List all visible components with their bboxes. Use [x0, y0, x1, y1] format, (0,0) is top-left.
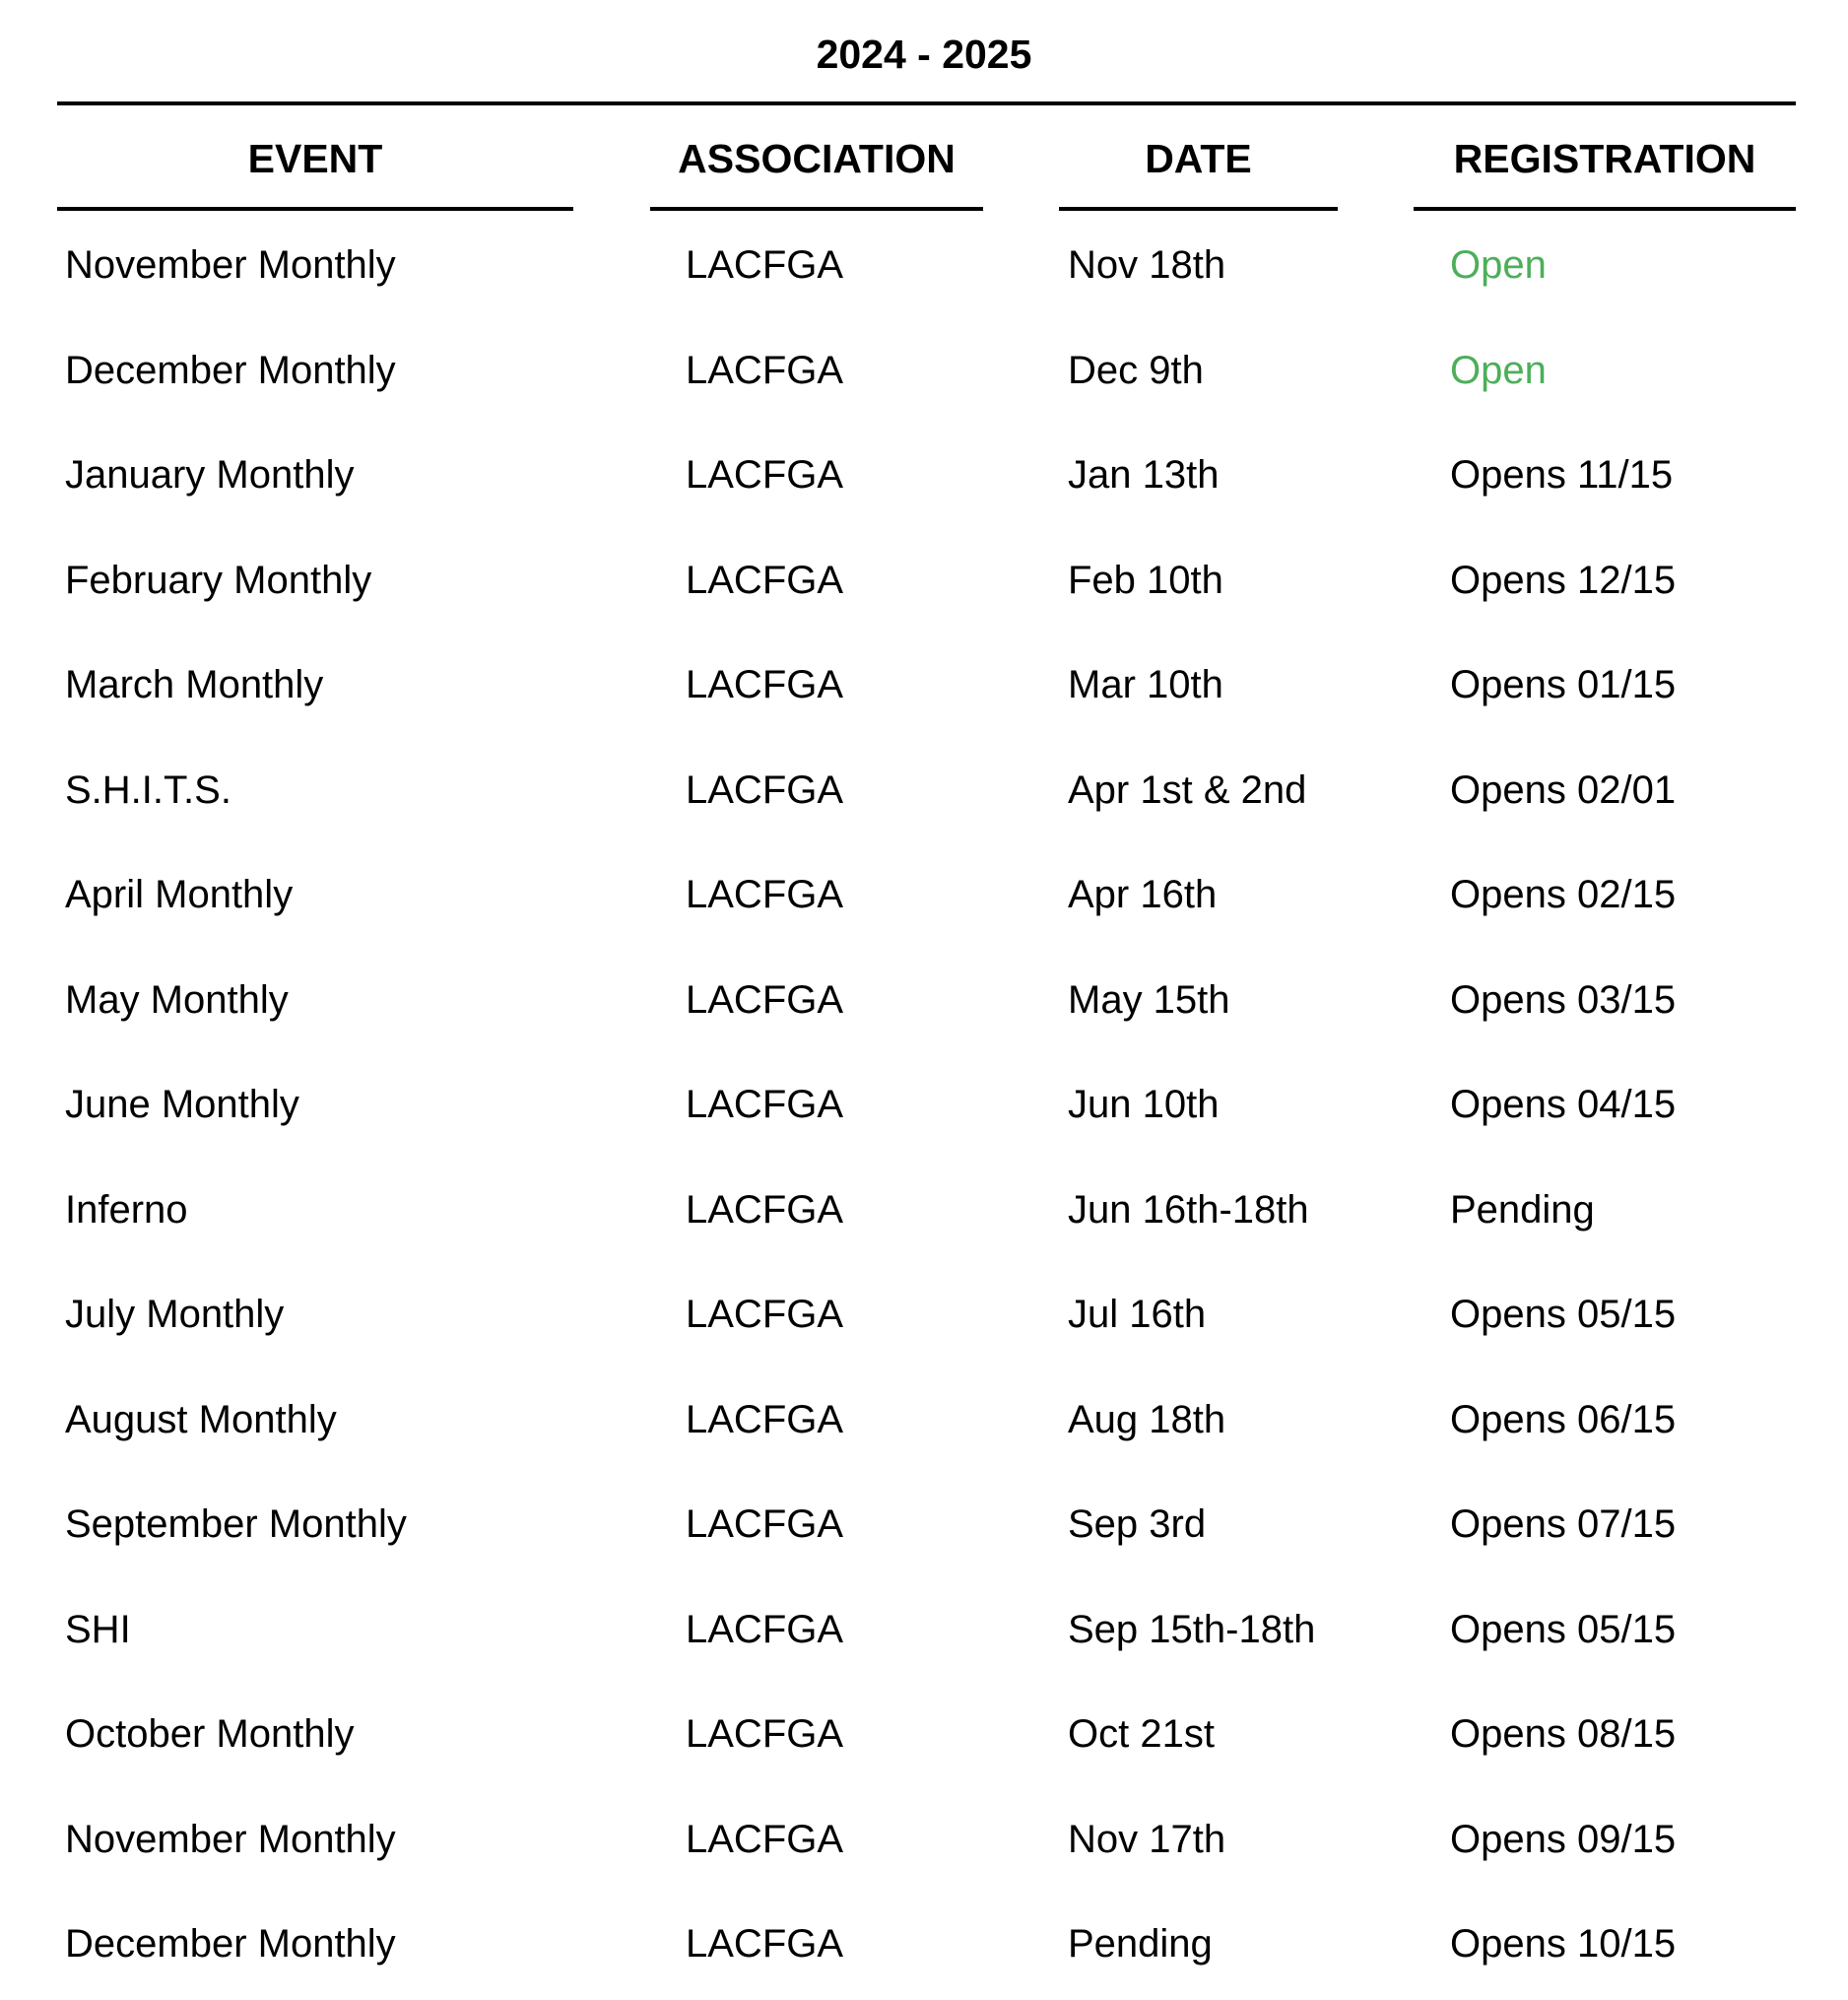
association-header-underline — [650, 207, 983, 211]
table-row — [0, 213, 1848, 317]
date-cell: Oct 21st — [1068, 1712, 1215, 1756]
registration-cell: Opens 07/15 — [1450, 1502, 1677, 1546]
registration-cell: Opens 01/15 — [1450, 663, 1677, 706]
table-row — [0, 1158, 1848, 1262]
registration-cell: Opens 03/15 — [1450, 977, 1677, 1022]
column-header-event: EVENT — [247, 136, 383, 181]
association-cell: LACFGA — [686, 1293, 844, 1336]
table-row — [0, 1367, 1848, 1472]
registration-cell: Opens 11/15 — [1450, 453, 1674, 497]
event-cell: February Monthly — [65, 558, 372, 602]
date-cell: Nov 18th — [1068, 243, 1226, 287]
event-cell: Inferno — [65, 1187, 188, 1232]
date-cell: Jul 16th — [1068, 1293, 1207, 1336]
event-cell: December Monthly — [65, 348, 396, 392]
table-row — [0, 1787, 1848, 1892]
registration-cell: Opens 02/15 — [1450, 873, 1677, 916]
association-cell: LACFGA — [686, 243, 844, 287]
event-cell: June Monthly — [65, 1083, 299, 1126]
date-cell: Jun 10th — [1068, 1083, 1220, 1126]
date-header-underline — [1059, 207, 1338, 211]
registration-header-underline — [1414, 207, 1796, 211]
event-cell: August Monthly — [65, 1397, 337, 1441]
registration-cell: Opens 02/01 — [1450, 767, 1677, 812]
event-cell: December Monthly — [65, 1922, 396, 1966]
event-cell: March Monthly — [65, 663, 324, 706]
date-cell: Pending — [1068, 1922, 1213, 1966]
date-cell: Nov 17th — [1068, 1817, 1226, 1861]
event-cell: July Monthly — [65, 1293, 285, 1336]
event-cell: SHI — [65, 1607, 131, 1651]
date-cell: Dec 9th — [1068, 348, 1204, 392]
registration-cell: Opens 05/15 — [1450, 1293, 1677, 1336]
date-cell: Apr 1st & 2nd — [1068, 767, 1307, 812]
registration-cell: Open — [1450, 348, 1547, 392]
event-cell: September Monthly — [65, 1502, 407, 1546]
association-cell: LACFGA — [686, 348, 844, 392]
association-cell: LACFGA — [686, 1712, 844, 1756]
registration-cell: Opens 05/15 — [1450, 1607, 1677, 1651]
table-row — [0, 1052, 1848, 1157]
event-cell: November Monthly — [65, 243, 396, 287]
table-row — [0, 948, 1848, 1052]
table-row — [0, 1577, 1848, 1682]
table-row — [0, 1262, 1848, 1367]
date-cell: Jun 16th-18th — [1068, 1187, 1309, 1232]
association-cell: LACFGA — [686, 767, 844, 812]
table-row — [0, 423, 1848, 527]
event-cell: S.H.I.T.S. — [65, 767, 231, 812]
registration-cell: Pending — [1450, 1187, 1595, 1232]
association-cell: LACFGA — [686, 1083, 844, 1126]
column-header-date: DATE — [1145, 136, 1252, 181]
association-cell: LACFGA — [686, 558, 844, 602]
event-header-underline — [57, 207, 573, 211]
association-cell: LACFGA — [686, 1922, 844, 1966]
registration-cell: Open — [1450, 243, 1547, 287]
date-cell: Apr 16th — [1068, 873, 1218, 916]
table-row — [0, 1472, 1848, 1576]
event-cell: November Monthly — [65, 1817, 396, 1861]
association-cell: LACFGA — [686, 1187, 844, 1232]
date-cell: Feb 10th — [1068, 558, 1223, 602]
event-cell: October Monthly — [65, 1712, 355, 1756]
registration-cell: Opens 06/15 — [1450, 1397, 1677, 1441]
registration-cell: Opens 08/15 — [1450, 1712, 1677, 1756]
table-row — [0, 633, 1848, 737]
registration-cell: Opens 09/15 — [1450, 1817, 1677, 1861]
registration-cell: Opens 04/15 — [1450, 1083, 1677, 1126]
registration-cell: Opens 12/15 — [1450, 558, 1677, 602]
table-row — [0, 1892, 1848, 1996]
table-row — [0, 842, 1848, 947]
date-cell: Jan 13th — [1068, 453, 1220, 497]
date-cell: Sep 3rd — [1068, 1502, 1207, 1546]
association-cell: LACFGA — [686, 1397, 844, 1441]
association-cell: LACFGA — [686, 1502, 844, 1546]
date-cell: May 15th — [1068, 977, 1230, 1022]
registration-cell: Opens 10/15 — [1450, 1922, 1677, 1966]
table-row — [0, 318, 1848, 423]
table-row — [0, 738, 1848, 842]
column-header-association: ASSOCIATION — [678, 136, 956, 181]
association-cell: LACFGA — [686, 663, 844, 706]
date-cell: Mar 10th — [1068, 663, 1223, 706]
event-cell: May Monthly — [65, 977, 289, 1022]
column-header-registration: REGISTRATION — [1453, 136, 1756, 181]
top-divider — [57, 101, 1796, 105]
association-cell: LACFGA — [686, 977, 844, 1022]
date-cell: Aug 18th — [1068, 1397, 1226, 1441]
event-cell: January Monthly — [65, 453, 355, 497]
season-title: 2024 - 2025 — [816, 32, 1032, 77]
event-cell: April Monthly — [65, 873, 294, 916]
table-row — [0, 1682, 1848, 1786]
association-cell: LACFGA — [686, 1817, 844, 1861]
table-row — [0, 528, 1848, 633]
association-cell: LACFGA — [686, 873, 844, 916]
association-cell: LACFGA — [686, 1607, 844, 1651]
association-cell: LACFGA — [686, 453, 844, 497]
date-cell: Sep 15th-18th — [1068, 1607, 1316, 1651]
